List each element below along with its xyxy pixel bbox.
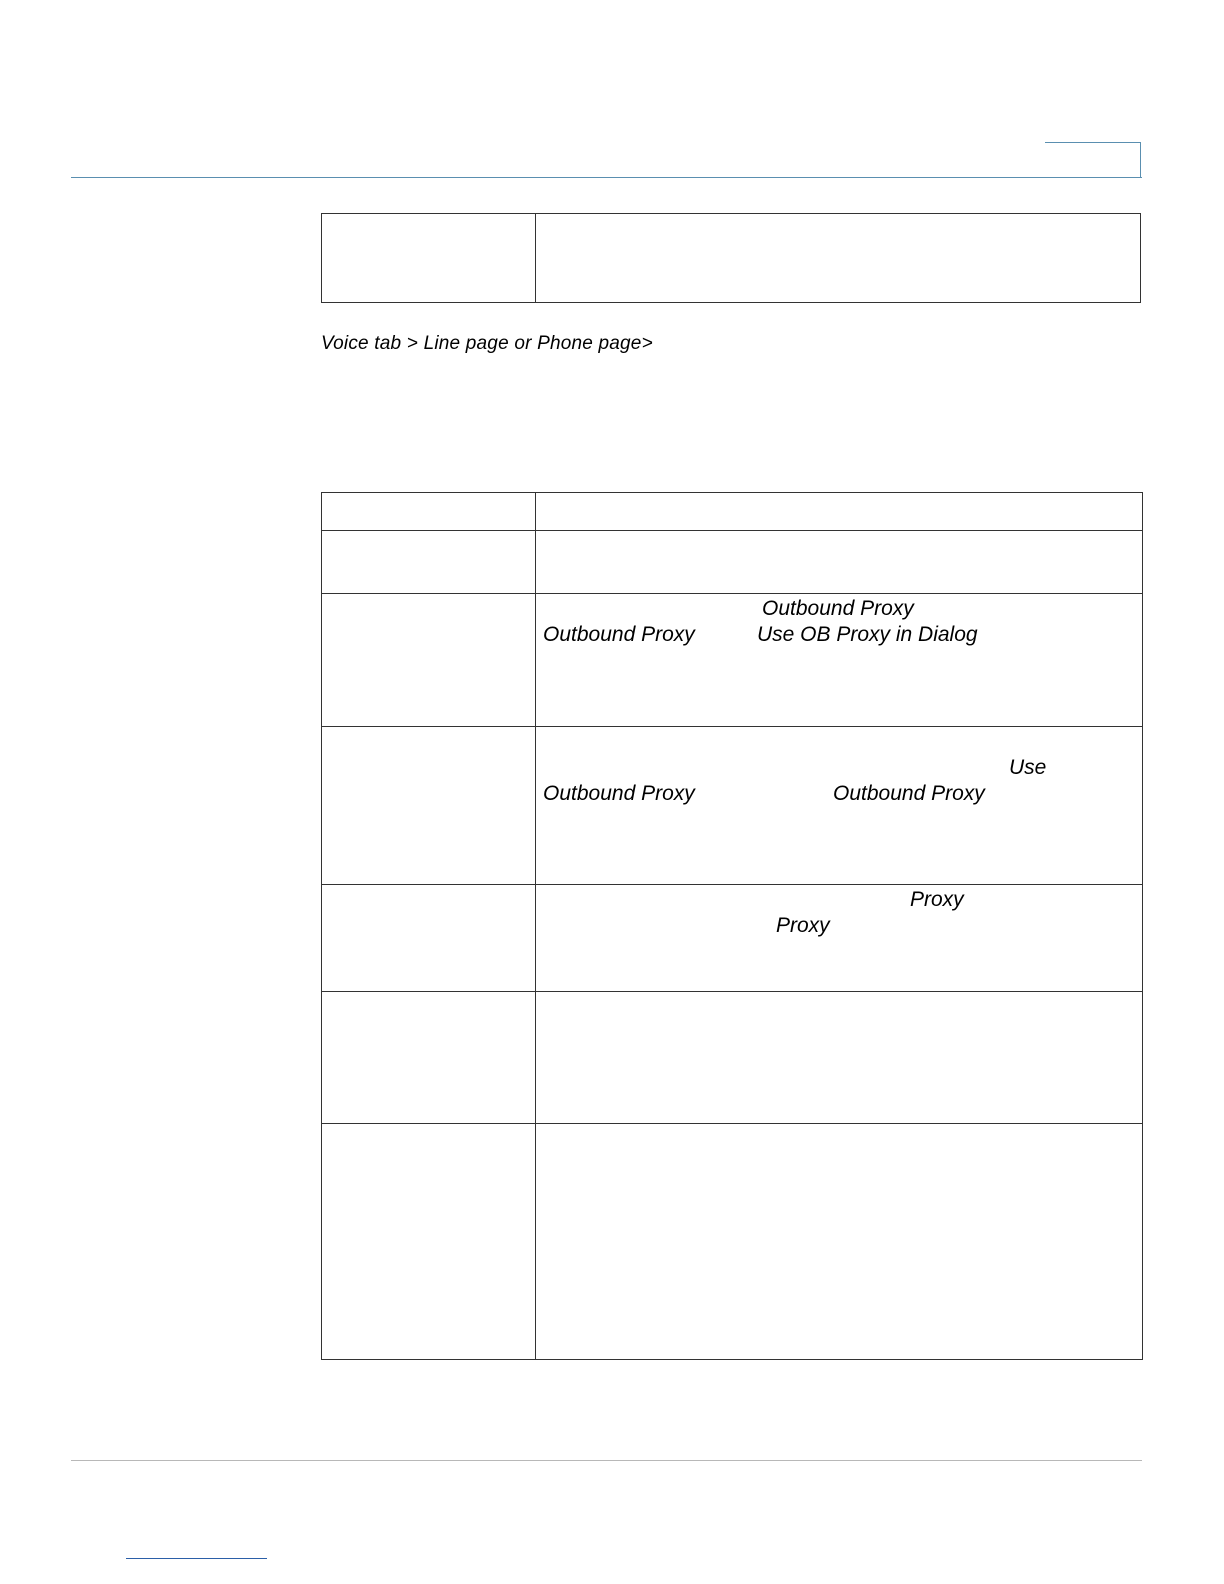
table-header-row: [322, 493, 1143, 531]
term-proxy: Proxy: [776, 914, 830, 937]
table-cell: [322, 992, 536, 1124]
table-cell: [322, 727, 536, 885]
table-row: [322, 1124, 1143, 1360]
term-outbound-proxy: Outbound Proxy: [543, 782, 695, 805]
table-cell: [322, 885, 536, 992]
table-row: [322, 214, 1141, 303]
table-cell: [322, 1124, 536, 1360]
term-proxy: Proxy: [910, 888, 964, 911]
table-cell: [322, 531, 536, 594]
term-outbound-proxy: Outbound Proxy: [833, 782, 985, 805]
term-outbound-proxy: Outbound Proxy: [543, 623, 695, 646]
footer-link-underline[interactable]: [126, 1558, 267, 1559]
table-cell: [536, 992, 1143, 1124]
table-cell: [536, 885, 1143, 992]
table-cell: [536, 214, 1141, 303]
table-cell: [536, 531, 1143, 594]
breadcrumb: Voice tab > Line page or Phone page>: [321, 333, 653, 354]
table-cell: [322, 493, 536, 531]
term-use: Use: [1009, 756, 1047, 779]
footer-rule: [71, 1460, 1142, 1461]
table-cell: [322, 594, 536, 727]
table-row: [322, 594, 1143, 727]
parameters-table: [321, 492, 1143, 1360]
table-row: [322, 531, 1143, 594]
header-rule: [71, 177, 1142, 178]
table-row: [322, 727, 1143, 885]
table-row: [322, 992, 1143, 1124]
table-row: [322, 885, 1143, 992]
table-cell: [536, 1124, 1143, 1360]
term-use-ob-proxy-in-dialog: Use OB Proxy in Dialog: [757, 623, 978, 646]
page-number-tab: [1045, 142, 1141, 177]
table-cell: [322, 214, 536, 303]
continued-table: [321, 213, 1141, 303]
term-outbound-proxy: Outbound Proxy: [762, 597, 914, 620]
table-cell: [536, 493, 1143, 531]
